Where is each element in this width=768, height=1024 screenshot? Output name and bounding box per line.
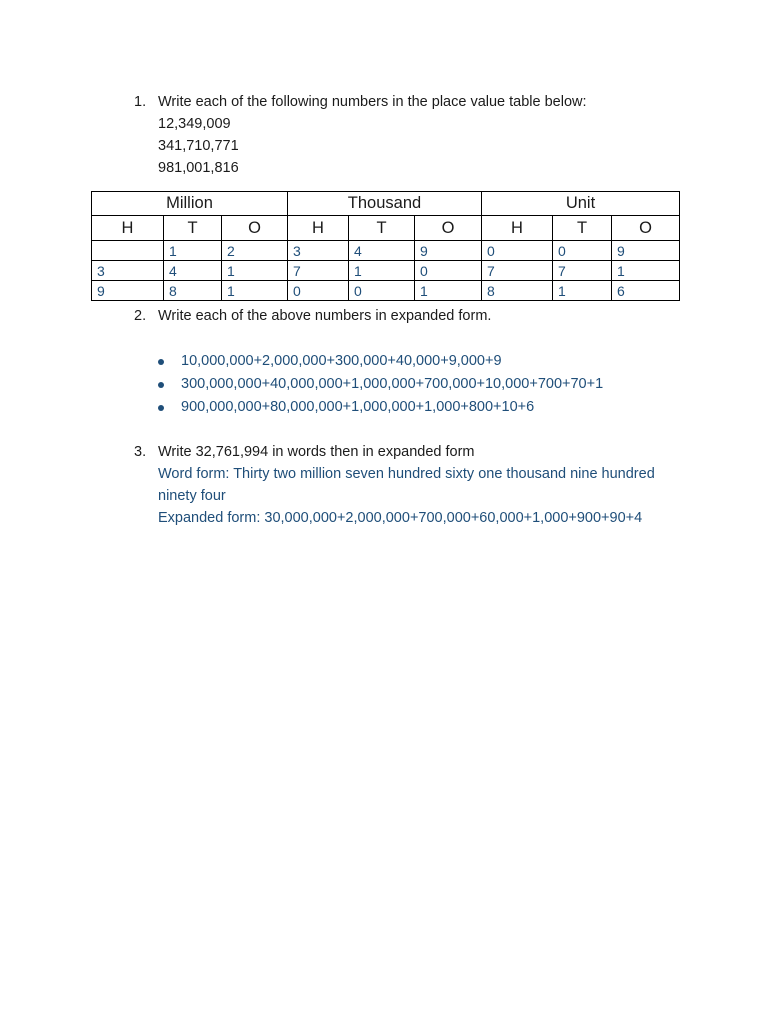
question-2-number: 2.: [134, 308, 147, 324]
table-cell: 7: [288, 261, 349, 281]
place-header: T: [553, 216, 612, 241]
table-cell: 4: [164, 261, 222, 281]
expanded-form-answer: Expanded form: 30,000,000+2,000,000+700,000+60,000+1,000+900+90+4: [158, 510, 643, 526]
table-cell: 9: [415, 241, 482, 261]
word-form-line-2: ninety four: [158, 488, 226, 504]
bullet-icon: [158, 405, 164, 411]
table-cell: 3: [92, 261, 164, 281]
place-header: T: [164, 216, 222, 241]
group-header-unit: Unit: [482, 192, 680, 216]
table-cell: 6: [612, 281, 680, 301]
bullet-icon: [158, 382, 164, 388]
table-cell: 0: [349, 281, 415, 301]
table-cell: 7: [553, 261, 612, 281]
place-header-row: [92, 216, 680, 241]
table-cell: 7: [482, 261, 553, 281]
question-2-prompt: Write each of the above numbers in expanded form.: [158, 308, 492, 324]
table-cell: 1: [222, 281, 288, 301]
table-cell: 0: [553, 241, 612, 261]
place-header: O: [222, 216, 288, 241]
table-cell: 2: [222, 241, 288, 261]
word-form-line-1: Word form: Thirty two million seven hundred sixty one thousand nine hundred: [158, 466, 655, 482]
group-header-thousand: Thousand: [288, 192, 482, 216]
place-header: T: [349, 216, 415, 241]
number-2: 341,710,771: [158, 138, 239, 154]
place-header: H: [482, 216, 553, 241]
table-row: [92, 281, 680, 301]
table-row: [92, 261, 680, 281]
table-cell: 8: [482, 281, 553, 301]
table-cell: 4: [349, 241, 415, 261]
table-cell: 0: [482, 241, 553, 261]
place-header: O: [612, 216, 680, 241]
table-cell: 0: [288, 281, 349, 301]
number-3: 981,001,816: [158, 160, 239, 176]
place-value-table: [91, 191, 680, 301]
table-cell: 0: [415, 261, 482, 281]
table-row: [92, 241, 680, 261]
table-cell: 1: [415, 281, 482, 301]
table-cell: 1: [612, 261, 680, 281]
question-1-number: 1.: [134, 94, 147, 110]
question-1-prompt: Write each of the following numbers in the place value table below:: [158, 94, 587, 110]
place-header: H: [92, 216, 164, 241]
table-cell: 1: [553, 281, 612, 301]
bullet-icon: [158, 359, 164, 365]
group-header-row: [92, 192, 680, 216]
table-cell: 3: [288, 241, 349, 261]
place-header: O: [415, 216, 482, 241]
table-cell: 1: [164, 241, 222, 261]
number-1: 12,349,009: [158, 116, 231, 132]
table-cell: 9: [92, 281, 164, 301]
question-3-prompt: Write 32,761,994 in words then in expanded form: [158, 444, 475, 460]
place-header: H: [288, 216, 349, 241]
table-cell: 9: [612, 241, 680, 261]
table-cell: [92, 241, 164, 261]
expanded-answer-2: 300,000,000+40,000,000+1,000,000+700,000+10,000+700+70+1: [181, 376, 604, 392]
table-cell: 1: [222, 261, 288, 281]
question-3-number: 3.: [134, 444, 147, 460]
table-cell: 1: [349, 261, 415, 281]
expanded-answer-3: 900,000,000+80,000,000+1,000,000+1,000+800+10+6: [181, 399, 535, 415]
expanded-answer-1: 10,000,000+2,000,000+300,000+40,000+9,000+9: [181, 353, 502, 369]
group-header-million: Million: [92, 192, 288, 216]
table-cell: 8: [164, 281, 222, 301]
